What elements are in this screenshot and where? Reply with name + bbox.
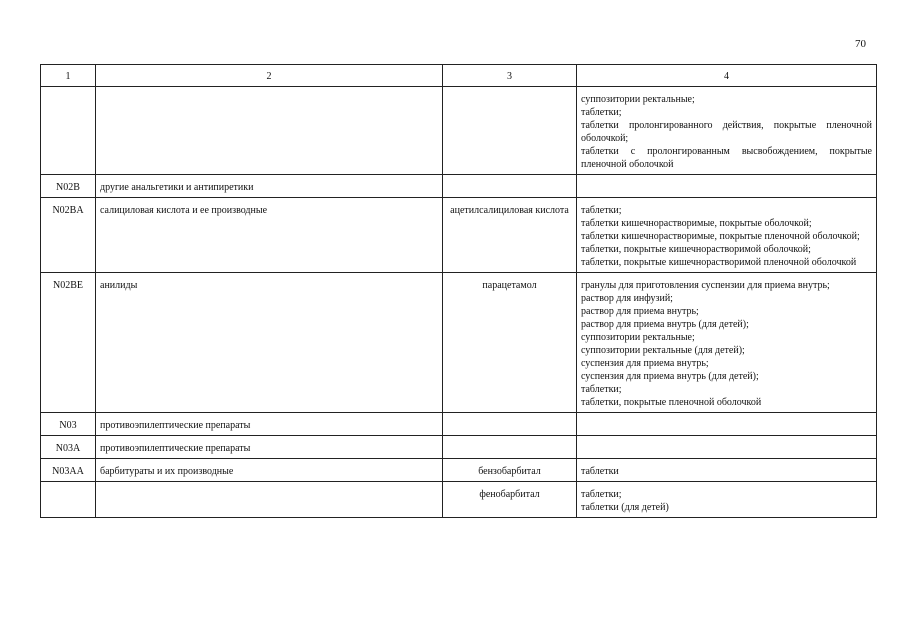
dosage-forms-cell — [577, 198, 877, 273]
page-number: 70 — [855, 38, 866, 50]
dosage-form-item: суппозитории ректальные; — [581, 94, 695, 105]
dosage-forms-cell — [577, 459, 877, 482]
dosage-forms-cell — [577, 273, 877, 413]
atc-code-cell: N02BE — [41, 273, 96, 413]
dosage-form-item: таблетки (для детей) — [581, 502, 669, 513]
table-row — [41, 413, 877, 436]
group-name-cell: противоэпилептические препараты — [96, 436, 443, 459]
dosage-form-item: таблетки; — [581, 107, 622, 118]
dosage-form-item: гранулы для приготовления суспензии для приема внутрь; — [581, 280, 830, 291]
dosage-form-item: таблетки — [581, 466, 619, 477]
group-name-cell: противоэпилептические препараты — [96, 413, 443, 436]
table-header — [41, 65, 877, 87]
dosage-forms-cell — [577, 87, 877, 175]
header-col-inn: 3 — [443, 65, 577, 87]
atc-code-cell — [41, 87, 96, 175]
group-name-cell — [96, 482, 443, 518]
table-row — [41, 482, 877, 518]
inn-name-cell: ацетилсалициловая кислота — [443, 198, 577, 273]
dosage-form-item: таблетки; — [581, 205, 622, 216]
atc-code-cell: N03 — [41, 413, 96, 436]
dosage-form-item: суспензия для приема внутрь; — [581, 358, 709, 369]
dosage-form-item: таблетки; — [581, 489, 622, 500]
dosage-form-item: суппозитории ректальные (для детей); — [581, 345, 745, 356]
dosage-forms-cell — [577, 436, 877, 459]
dosage-form-item: таблетки с пролонгированным высвобождением, покрытые пленочной оболочкой — [581, 146, 872, 170]
dosage-forms-cell — [577, 175, 877, 198]
dosage-form-item: раствор для приема внутрь (для детей); — [581, 319, 749, 330]
atc-code-cell: N03AA — [41, 459, 96, 482]
inn-name-cell: фенобарбитал — [443, 482, 577, 518]
table-row — [41, 436, 877, 459]
group-name-cell — [96, 87, 443, 175]
atc-code-cell — [41, 482, 96, 518]
atc-code-cell: N02BA — [41, 198, 96, 273]
dosage-form-item: таблетки кишечнорастворимые, покрытые пленочной оболочкой; — [581, 231, 860, 242]
table-row — [41, 459, 877, 482]
header-row — [41, 65, 877, 87]
inn-name-cell: бензобарбитал — [443, 459, 577, 482]
dosage-form-item: раствор для инфузий; — [581, 293, 673, 304]
inn-name-cell: парацетамол — [443, 273, 577, 413]
dosage-form-item: таблетки, покрытые кишечнорастворимой оболочкой; — [581, 244, 811, 255]
dosage-form-item: таблетки, покрытые кишечнорастворимой пленочной оболочкой — [581, 257, 857, 268]
medicines-table — [40, 64, 877, 518]
table-row — [41, 273, 877, 413]
atc-code-cell: N02B — [41, 175, 96, 198]
group-name-cell: барбитураты и их производные — [96, 459, 443, 482]
group-name-cell: салициловая кислота и ее производные — [96, 198, 443, 273]
table-row — [41, 87, 877, 175]
dosage-form-item: таблетки; — [581, 384, 622, 395]
dosage-form-item: таблетки пролонгированного действия, покрытые пленочной оболочкой; — [581, 120, 872, 144]
dosage-forms-cell — [577, 482, 877, 518]
dosage-form-item: суспензия для приема внутрь (для детей); — [581, 371, 759, 382]
dosage-form-item: суппозитории ректальные; — [581, 332, 695, 343]
header-col-code: 1 — [41, 65, 96, 87]
table-row — [41, 198, 877, 273]
header-col-forms: 4 — [577, 65, 877, 87]
header-col-group: 2 — [96, 65, 443, 87]
dosage-forms-cell — [577, 413, 877, 436]
group-name-cell: анилиды — [96, 273, 443, 413]
inn-name-cell — [443, 436, 577, 459]
dosage-form-item: таблетки, покрытые пленочной оболочкой — [581, 397, 762, 408]
inn-name-cell — [443, 87, 577, 175]
dosage-form-item: раствор для приема внутрь; — [581, 306, 699, 317]
table-body — [41, 87, 877, 518]
table-row — [41, 175, 877, 198]
atc-code-cell: N03A — [41, 436, 96, 459]
inn-name-cell — [443, 413, 577, 436]
inn-name-cell — [443, 175, 577, 198]
dosage-form-item: таблетки кишечнорастворимые, покрытые оболочкой; — [581, 218, 812, 229]
group-name-cell: другие анальгетики и антипиретики — [96, 175, 443, 198]
